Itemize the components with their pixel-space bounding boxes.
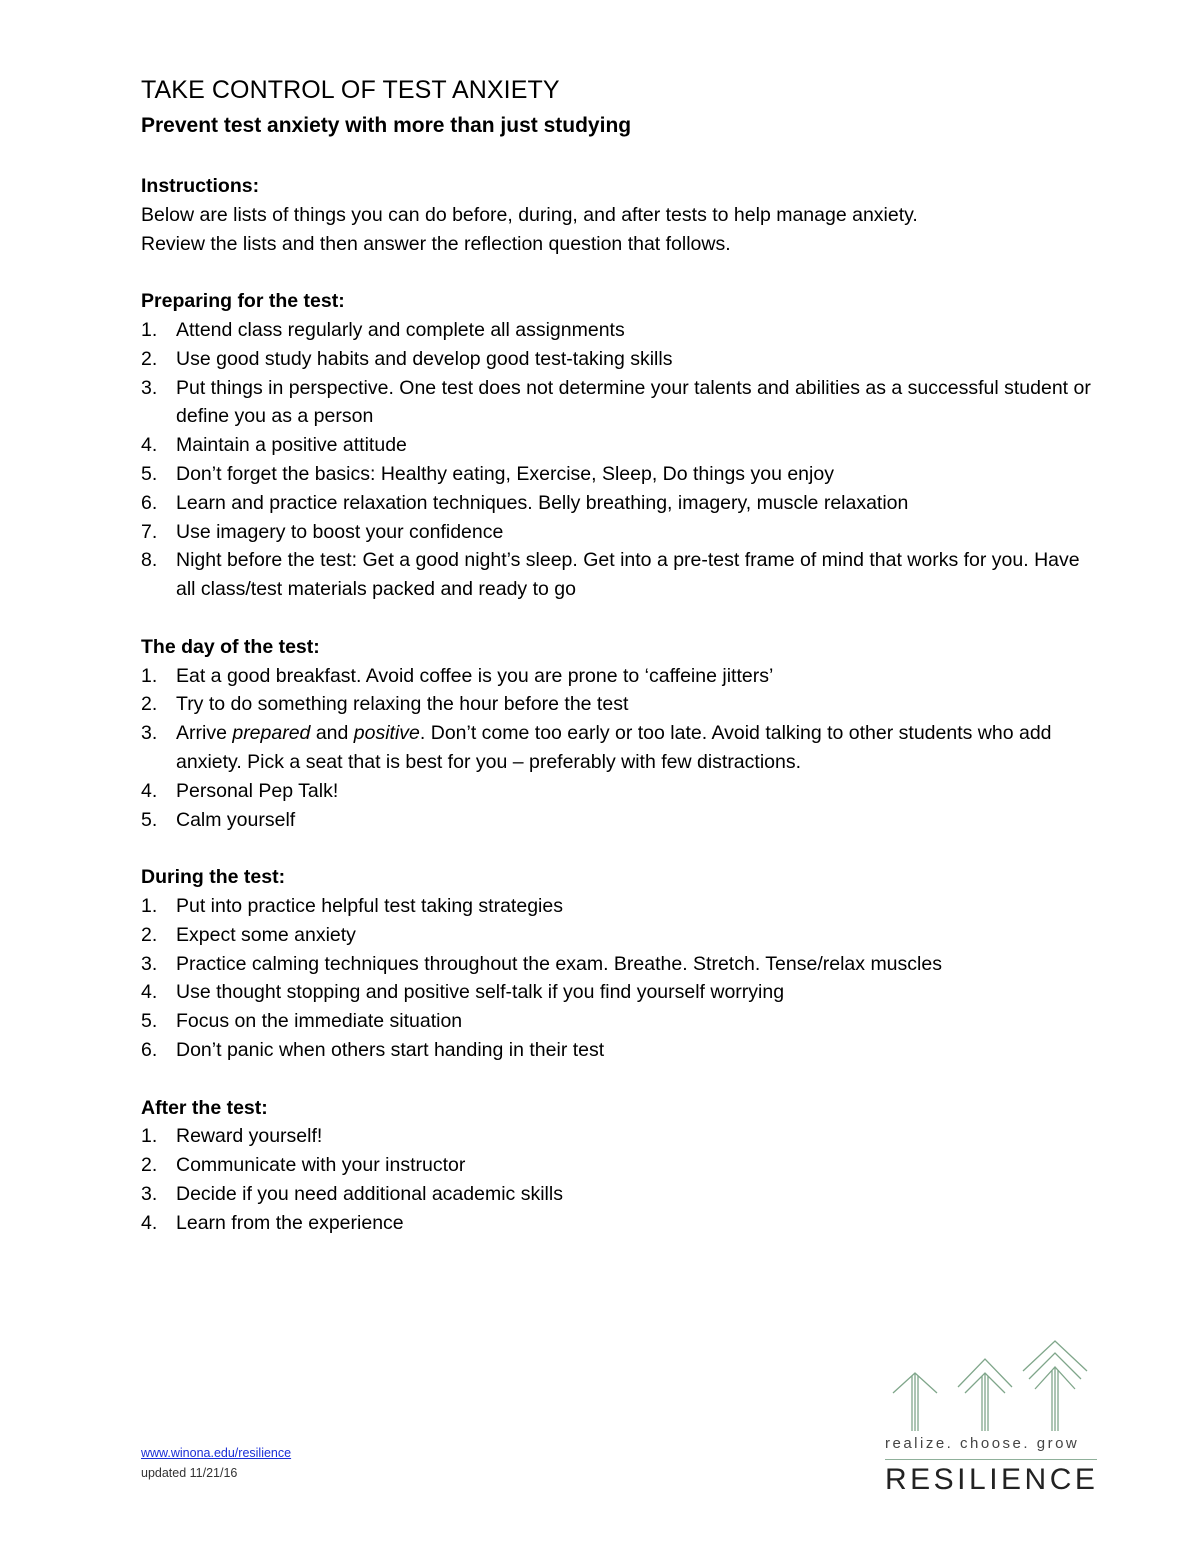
list-item-text: Use imagery to boost your confidence [176,520,504,543]
page-title: TAKE CONTROL OF TEST ANXIETY [141,76,560,104]
list-item [141,1180,1101,1209]
list-item-text: Put into practice helpful test taking strategies [176,894,563,917]
list-number: 2. [141,693,158,716]
list-item [141,690,1101,719]
after-list [141,1122,1101,1237]
list-item [141,1036,1101,1065]
list-item [141,777,1101,806]
list-number: 3. [141,1182,158,1205]
list-item [141,374,1101,432]
list-item-text: Put things in perspective. One test does not determine your talents and abilities as a successful student or define you as a person [176,376,1091,428]
list-item-text: Night before the test: Get a good night’s sleep. Get into a pre-test frame of mind that works for you. Have all class/test materials packed and ready to go [176,549,1080,601]
list-item [141,518,1101,547]
list-number: 6. [141,491,158,514]
list-item [141,806,1101,835]
list-item [141,978,1101,1007]
list-item-text-start: Arrive [176,722,233,745]
list-number: 1. [141,318,158,341]
list-number: 2. [141,923,158,946]
list-number: 5. [141,808,158,831]
list-item [141,1122,1101,1151]
list-item-text: Personal Pep Talk! [176,779,339,802]
list-number: 5. [141,462,158,485]
list-item-text: Learn and practice relaxation techniques. Belly breathing, imagery, muscle relaxation [176,491,909,514]
emphasis-positive: positive [353,722,420,745]
logo-wordmark: RESILIENCE [885,1463,1099,1496]
page-subtitle: Prevent test anxiety with more than just studying [141,114,632,137]
resilience-logo [880,1335,1110,1495]
list-number: 4. [141,1211,158,1234]
list-item [141,460,1101,489]
list-item-text: Attend class regularly and complete all assignments [176,318,625,341]
logo-divider [885,1459,1097,1460]
list-item-text: Maintain a positive attitude [176,434,407,457]
instructions-line-1: Below are lists of things you can do before, during, and after tests to help manage anxiety. [141,203,918,226]
list-item-text: Communicate with your instructor [176,1154,466,1177]
list-number: 1. [141,664,158,687]
instructions-heading: Instructions: [141,175,260,197]
list-item [141,950,1101,979]
list-item [141,345,1101,374]
logo-tagline: realize. choose. grow [885,1435,1080,1452]
list-item [141,1007,1101,1036]
list-item [141,1151,1101,1180]
list-item [141,1209,1101,1238]
list-item-text: Don’t forget the basics: Healthy eating, Exercise, Sleep, Do things you enjoy [176,462,834,485]
list-number: 1. [141,1125,158,1148]
list-item [141,316,1101,345]
list-item [141,892,1101,921]
list-item-text: Expect some anxiety [176,923,356,946]
list-number: 1. [141,894,158,917]
list-number: 5. [141,1010,158,1033]
list-number: 2. [141,1154,158,1177]
during-heading: During the test: [141,866,286,889]
list-item-text: Use good study habits and develop good test-taking skills [176,347,673,370]
list-item [141,489,1101,518]
list-item-text: Decide if you need additional academic skills [176,1182,563,1205]
emphasis-prepared: prepared [232,722,311,745]
list-item-text-end: . Don’t come too early or too late. Avoid talking to other students who add anxiety. Pick a seat that is best for you – preferably with few distractions. [176,722,1052,773]
three-arrows-trees-icon [880,1335,1110,1435]
list-number: 4. [141,779,158,802]
list-item [141,921,1101,950]
document-body [141,172,1101,1237]
preparing-heading: Preparing for the test: [141,290,345,313]
list-item [141,719,1101,777]
list-number: 8. [141,549,158,572]
updated-date: updated 11/21/16 [141,1466,238,1480]
list-number: 4. [141,981,158,1004]
list-number: 4. [141,434,158,457]
resilience-website-link[interactable]: www.winona.edu/resilience [141,1446,292,1460]
preparing-list [141,316,1101,604]
day-of-heading: The day of the test: [141,635,320,658]
during-list [141,892,1101,1065]
list-number: 2. [141,347,158,370]
list-number: 7. [141,520,158,543]
list-item [141,431,1101,460]
list-item-text: Practice calming techniques throughout the exam. Breathe. Stretch. Tense/relax muscles [176,952,942,975]
list-number: 3. [141,376,158,399]
list-item-text: Calm yourself [176,808,296,831]
list-item-text-mid: and [310,722,354,745]
list-item [141,662,1101,691]
list-number: 3. [141,952,158,975]
after-heading: After the test: [141,1096,268,1119]
list-item-text: Try to do something relaxing the hour before the test [176,693,629,716]
list-item-text: Don’t panic when others start handing in their test [176,1038,605,1061]
list-item-text: Reward yourself! [176,1125,323,1148]
list-number: 3. [141,722,158,745]
day-of-list [141,662,1101,835]
instructions-line-2: Review the lists and then answer the reflection question that follows. [141,232,731,255]
list-item [141,546,1101,604]
list-item-text: Eat a good breakfast. Avoid coffee is you are prone to ‘caffeine jitters’ [176,664,774,687]
list-item-text: Use thought stopping and positive self-talk if you find yourself worrying [176,981,785,1004]
list-number: 6. [141,1038,158,1061]
list-item-text: Focus on the immediate situation [176,1010,463,1033]
list-item-text: Learn from the experience [176,1211,404,1234]
